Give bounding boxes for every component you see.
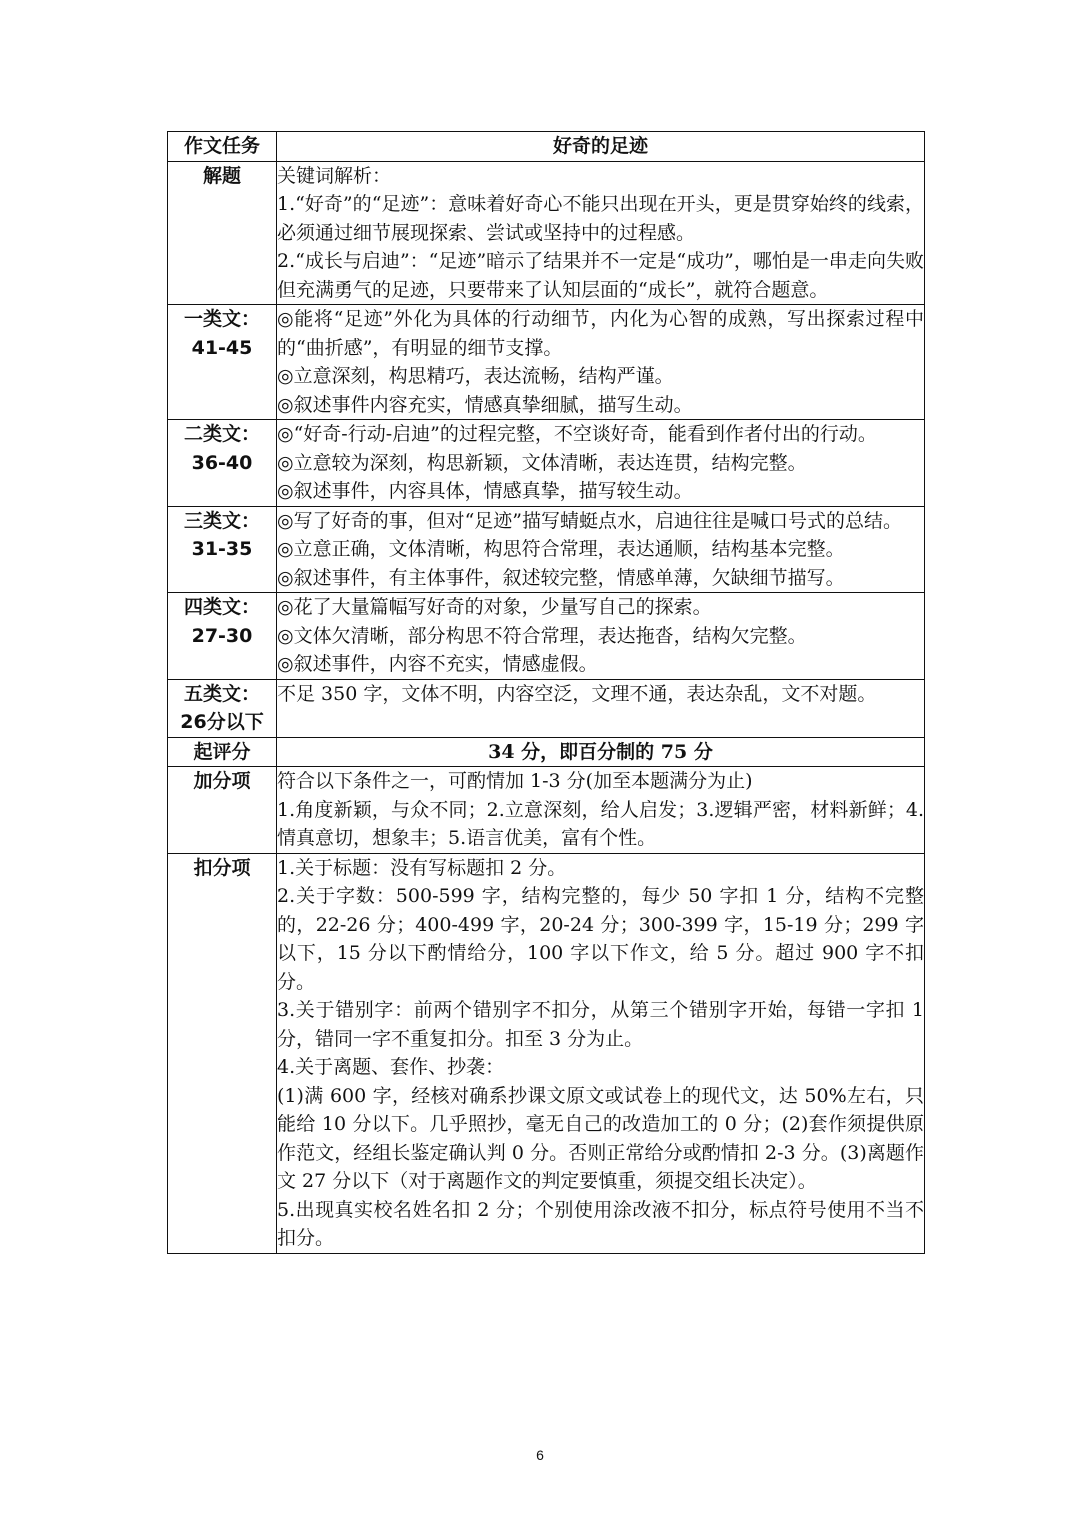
row-line: ◎叙述事件，内容具体，情感真挚，描写较生动。 <box>277 480 693 502</box>
row-label: 五类文： <box>183 682 260 705</box>
page-number: 6 <box>536 1447 544 1463</box>
row-content-cell <box>277 161 925 305</box>
row-label: 31-35 <box>191 538 253 560</box>
row-label-cell <box>168 420 277 507</box>
row-line: ◎立意深刻，构思精巧，表达流畅，结构严谨。 <box>277 365 674 387</box>
row-label-cell <box>168 305 277 420</box>
row-label-cell <box>168 853 277 1253</box>
rubric-row <box>168 737 925 767</box>
row-line: ◎叙述事件，有主体事件，叙述较完整，情感单薄，欠缺细节描写。 <box>277 566 845 589</box>
row-label: 41-45 <box>191 336 253 359</box>
row-line: ◎“好奇-行动-启迪”的过程完整，不空谈好奇，能看到作者付出的行动。 <box>277 423 877 445</box>
row-label-cell <box>168 161 277 305</box>
rubric-row <box>168 161 925 305</box>
row-line: ◎文体欠清晰，部分构思不符合常理，表达拖沓，结构欠完整。 <box>277 624 807 647</box>
row-line: 3.关于错别字：前两个错别字不扣分，从第三个错别字开始，每错一字扣 1 分，错同一字不重复扣分。扣至 3 分为止。 <box>277 999 924 1050</box>
rubric-row <box>168 679 925 737</box>
row-label: 加分项 <box>193 770 251 792</box>
row-label: 二类文： <box>183 423 260 445</box>
row-line: 关键词解析： <box>277 164 392 187</box>
row-label-cell <box>168 767 277 854</box>
row-content-cell <box>277 305 925 420</box>
row-line: 1.角度新颖，与众不同；2.立意深刻，给人启发；3.逻辑严密，材料新鲜；4.情真意切，想象丰；5.语言优美，富有个性。 <box>277 798 924 849</box>
rubric-row <box>168 853 925 1253</box>
rubric-row <box>168 506 925 593</box>
row-label: 三类文： <box>183 509 260 532</box>
row-line: 2.“成长与启迪”：“足迹”暗示了结果并不一定是“成功”，哪怕是一串走向失败但充满勇气的足迹，只要带来了认知层面的“成长”，就符合题意。 <box>277 250 924 301</box>
row-line: 1.关于标题：没有写标题扣 2 分。 <box>277 856 567 879</box>
row-label: 起评分 <box>193 740 251 763</box>
rubric-table <box>167 131 925 1254</box>
row-line: ◎立意较为深刻，构思新颖，文体清晰，表达连贯，结构完整。 <box>277 451 807 474</box>
row-content-cell <box>277 767 925 854</box>
row-content-cell <box>277 737 925 767</box>
row-label: 四类文： <box>183 596 260 618</box>
rubric-row <box>168 593 925 680</box>
header-title: 好奇的足迹 <box>552 135 648 157</box>
row-line: 5.出现真实校名姓名扣 2 分；个别使用涂改液不扣分，标点符号使用不当不扣分。 <box>277 1198 924 1249</box>
row-line: ◎能将“足迹”外化为具体的行动细节，内化为心智的成熟，写出探索过程中的“曲折感”，有明显的细节支撑。 <box>277 308 924 359</box>
row-label: 26分以下 <box>180 711 264 733</box>
row-line: 4.关于离题、套作、抄袭： <box>277 1056 505 1078</box>
row-label-cell <box>168 506 277 593</box>
row-line: ◎叙述事件内容充实，情感真挚细腻，描写生动。 <box>277 393 693 416</box>
row-line: 符合以下条件之一，可酌情加 1-3 分(加至本题满分为止) <box>277 770 753 792</box>
header-left: 作文任务 <box>183 135 260 157</box>
row-label: 36-40 <box>191 451 253 474</box>
header-title-cell <box>277 132 925 162</box>
rubric-row <box>168 305 925 420</box>
row-content-cell <box>277 679 925 737</box>
row-line: 2.关于字数：500-599 字，结构完整的，每少 50 字扣 1 分，结构不完整的，22-26 分；400-499 字，20-24 分；300-399 字，15-19 分；299 字以下，15 分以下酌情给分，100 字以下作文，给 5 分。超过 900 字不扣分。 <box>277 885 924 993</box>
row-line: ◎写了好奇的事，但对“足迹”描写蜻蜓点水，启迪往往是喊口号式的总结。 <box>277 509 903 532</box>
row-content-cell <box>277 420 925 507</box>
header-row <box>168 132 925 162</box>
row-label-cell <box>168 593 277 680</box>
row-content-cell <box>277 853 925 1253</box>
row-content-cell <box>277 506 925 593</box>
header-label-cell <box>168 132 277 162</box>
row-center-text: 34 分，即百分制的 75 分 <box>488 740 713 763</box>
row-line: 1.“好奇”的“足迹”：意味着好奇心不能只出现在开头，更是贯穿始终的线索，必须通过细节展现探索、尝试或坚持中的过程感。 <box>277 193 924 244</box>
row-line: ◎花了大量篇幅写好奇的对象，少量写自己的探索。 <box>277 596 712 618</box>
row-line: ◎叙述事件，内容不充实，情感虚假。 <box>277 653 598 675</box>
row-label: 一类文： <box>183 308 260 330</box>
row-line: ◎立意正确，文体清晰，构思符合常理，表达通顺，结构基本完整。 <box>277 538 845 560</box>
row-line: 不足 350 字，文体不明，内容空泛，文理不通，表达杂乱，文不对题。 <box>277 682 877 705</box>
row-line: (1)满 600 字，经核对确系抄课文原文或试卷上的现代文，达 50%左右，只能给 10 分以下。几乎照抄，毫无自己的改造加工的 0 分；(2)套作须提供原作范文，经组长鉴定确认判 0 分。否则正常给分或酌情扣 2-3 分。(3)离题作文 27 分以下（对于离题作文的判定要慎重，须提交组长决定）。 <box>277 1084 924 1192</box>
row-label: 解题 <box>202 164 241 187</box>
row-label: 扣分项 <box>193 856 251 879</box>
rubric-row <box>168 420 925 507</box>
row-label-cell <box>168 679 277 737</box>
row-label: 27-30 <box>191 624 253 647</box>
rubric-row <box>168 767 925 854</box>
row-content-cell <box>277 593 925 680</box>
row-label-cell <box>168 737 277 767</box>
